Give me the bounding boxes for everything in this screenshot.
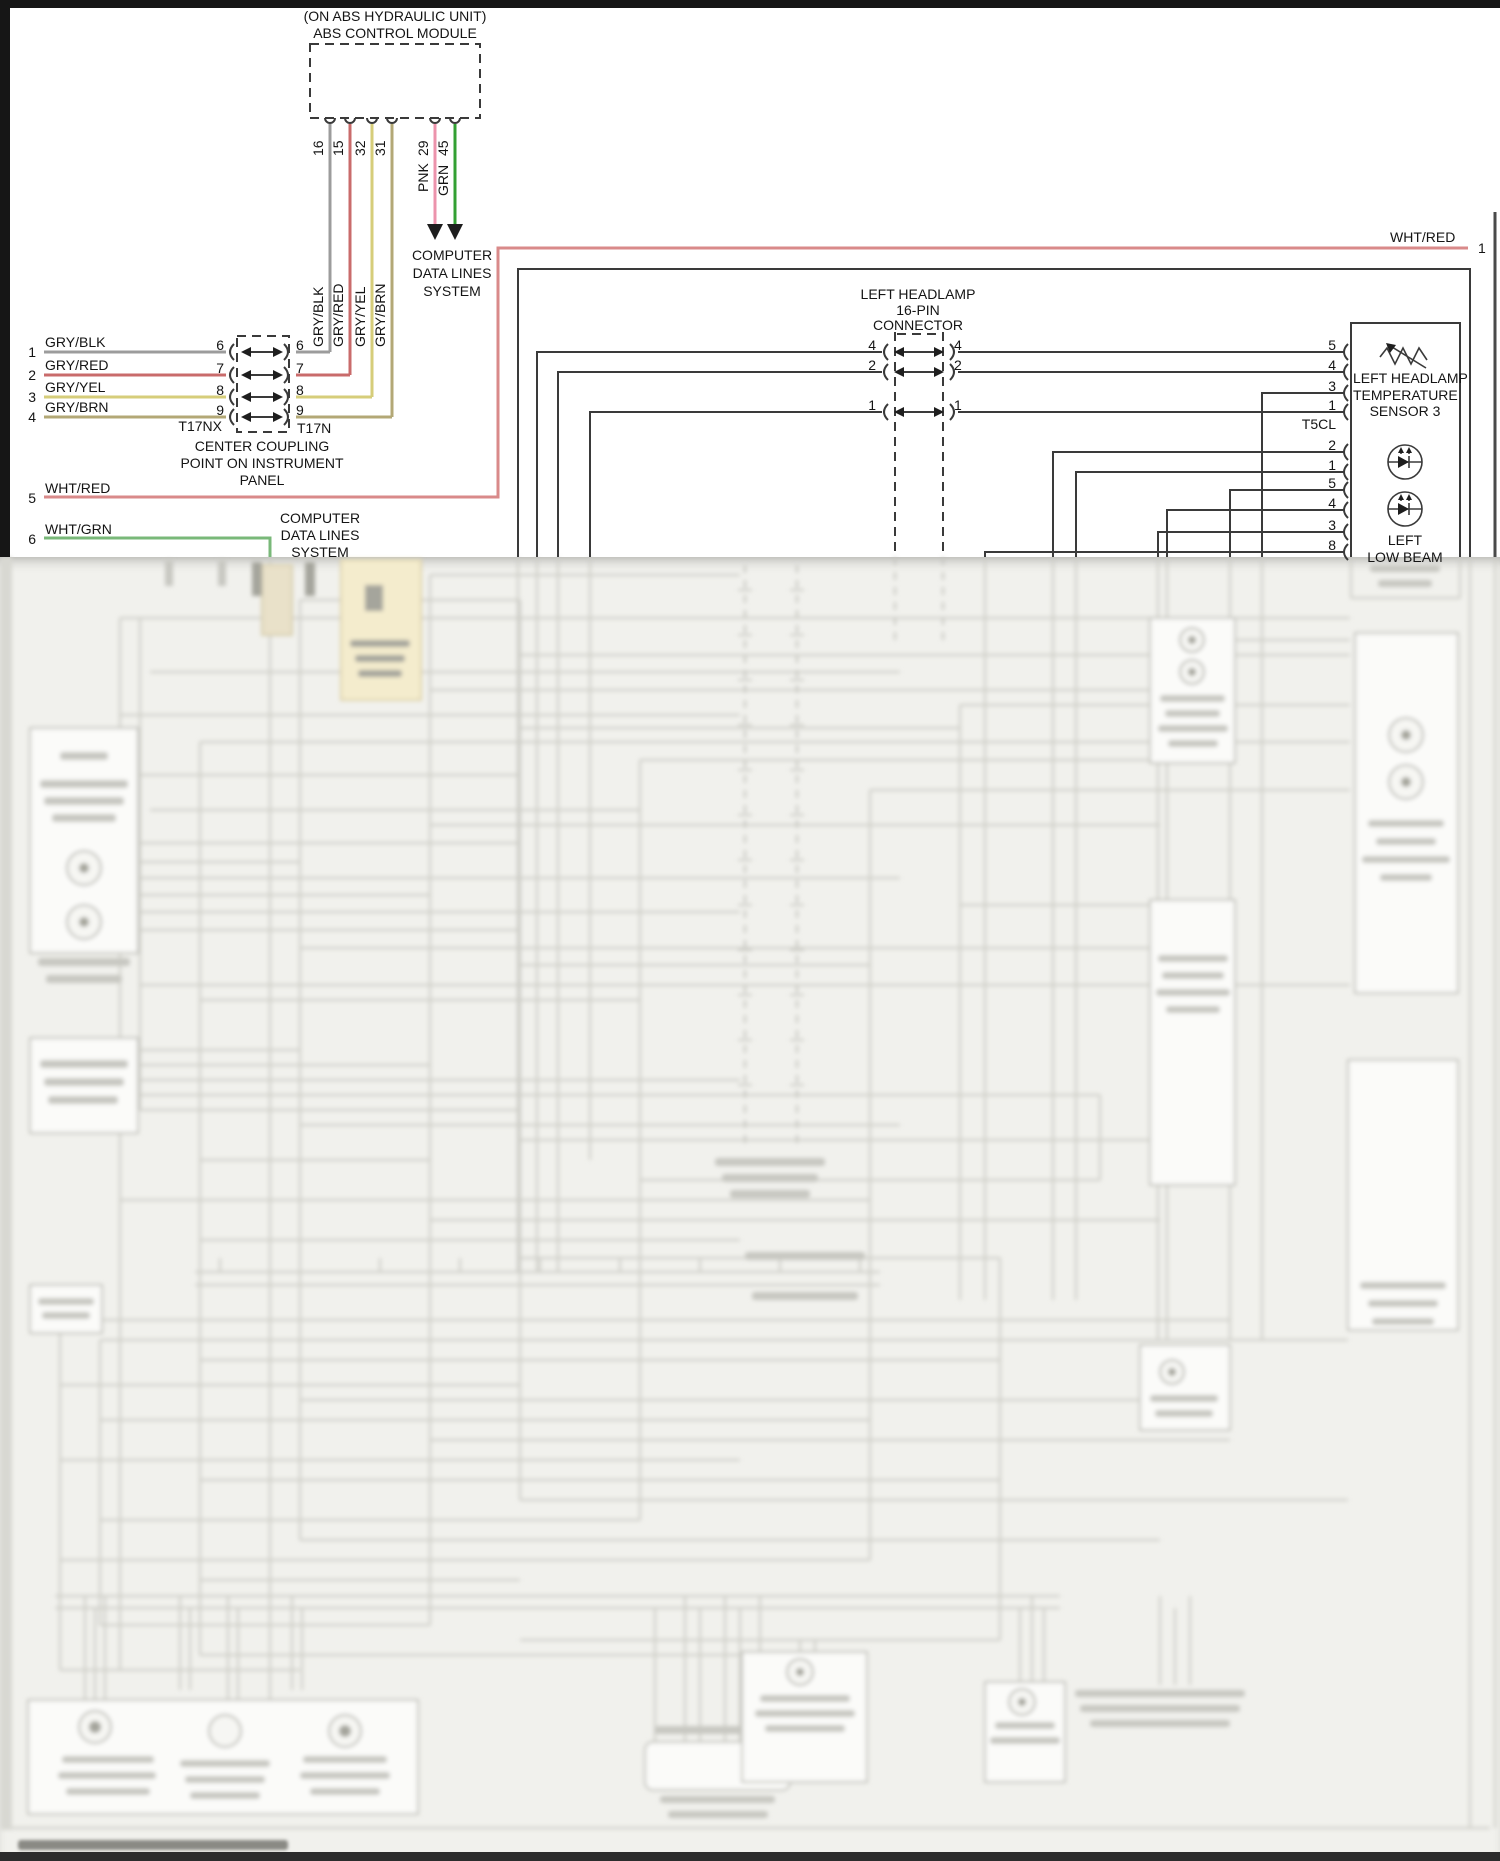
sensor-pin-brackets (1344, 344, 1348, 560)
sensor-pin: 2 (1328, 437, 1336, 453)
sensor-pin: 4 (1328, 357, 1336, 373)
wire-label-wht-red-top: WHT/RED (1390, 229, 1456, 245)
wire-label: GRY/YEL (45, 379, 106, 395)
connector-code-t5cl: T5CL (1301, 416, 1336, 432)
wire-number: 1 (1478, 240, 1486, 256)
sensor-title-line1: LEFT HEADLAMP (1353, 370, 1468, 386)
coupling-caption-line1: CENTER COUPLING (194, 438, 330, 454)
coupling-pin: 6 (216, 337, 224, 353)
16pin-title-line2: 16-PIN (896, 302, 940, 318)
16pin-pin: 1 (954, 397, 962, 413)
temperature-sensor-icon (1380, 343, 1427, 368)
wire-label: PNK (415, 163, 431, 192)
footer-smudge (18, 1840, 288, 1850)
coupling-caption-line2: POINT ON INSTRUMENT (180, 455, 344, 471)
coupling-right-brackets (284, 344, 288, 425)
sensor-upper-wires (958, 352, 1344, 557)
abs-module-title: ABS CONTROL MODULE (313, 25, 477, 41)
coupling-pin: 9 (216, 402, 224, 418)
wire-label: GRY/RED (45, 357, 109, 373)
abs-control-module-box (310, 44, 480, 118)
wire-label: GRY/YEL (352, 286, 368, 347)
headlamp-16pin-connector-box (895, 332, 943, 557)
sensor-pin: 1 (1328, 457, 1336, 473)
connector-code-t17n: T17N (297, 420, 332, 436)
16pin-pin: 4 (954, 337, 962, 353)
coupling-pin: 8 (296, 382, 304, 398)
16pin-pin: 1 (868, 397, 876, 413)
pin-number: 31 (372, 140, 388, 156)
row-number: 5 (28, 490, 36, 506)
page-left-border (0, 0, 10, 557)
abs-location-note: (ON ABS HYDRAULIC UNIT) (303, 8, 487, 24)
sensor-pin: 4 (1328, 495, 1336, 511)
sensor-title-line2: TEMPERATURE (1353, 387, 1458, 403)
cdl-top-line1: COMPUTER (411, 247, 493, 263)
pin-number: 32 (352, 140, 368, 156)
pin-number: 29 (415, 140, 431, 156)
coupling-left-brackets (230, 344, 234, 425)
row-number: 3 (28, 389, 36, 405)
wire-label: GRY/BRN (45, 399, 109, 415)
ghost-diagram (0, 557, 1495, 1830)
sensor-pin: 1 (1328, 397, 1336, 413)
cdl-left-line1: COMPUTER (279, 510, 361, 526)
temp-sensor-box (1351, 323, 1468, 557)
row-number: 4 (28, 409, 36, 425)
wire-label: GRN (435, 164, 451, 196)
lamp-label-line1: LEFT (1387, 532, 1423, 548)
lamp-label-line2: LOW BEAM (1367, 549, 1443, 565)
pin-number: 45 (435, 140, 451, 156)
coupling-caption-line3: PANEL (239, 472, 285, 488)
coupling-pin: 7 (296, 360, 304, 376)
sensor-pin: 5 (1328, 475, 1336, 491)
sensor-lower-wires (985, 452, 1344, 557)
grn-arrow-icon (447, 224, 463, 240)
sensor-title-line3: SENSOR 3 (1369, 403, 1441, 419)
coupling-pin: 9 (296, 402, 304, 418)
16pin-title-line3: CONNECTOR (873, 317, 963, 333)
page-top-border (0, 0, 1500, 8)
16pin-left-brackets (884, 344, 888, 420)
cdl-left-line3: SYSTEM (291, 544, 349, 560)
coupling-pin: 7 (216, 360, 224, 376)
wire-label: GRY/BLK (45, 334, 106, 350)
row-number: 1 (28, 344, 36, 360)
page-bottom-border (0, 1852, 1500, 1861)
cdl-top-line2: DATA LINES (412, 265, 492, 281)
16pin-pin: 2 (868, 357, 876, 373)
16pin-title-line1: LEFT HEADLAMP (860, 286, 976, 302)
wire-label: GRY/RED (330, 283, 346, 347)
sensor-pin: 8 (1328, 537, 1336, 553)
row-number: 6 (28, 531, 36, 547)
coupling-pin: 6 (296, 337, 304, 353)
wire-label: WHT/RED (45, 480, 111, 496)
pin-number: 16 (310, 140, 326, 156)
row-number: 2 (28, 367, 36, 383)
cdl-left-line2: DATA LINES (280, 527, 360, 543)
16pin-pin: 4 (868, 337, 876, 353)
sensor-pin: 3 (1328, 378, 1336, 394)
16pin-pin: 2 (954, 357, 962, 373)
sensor-pin: 5 (1328, 337, 1336, 353)
left-route-wires (537, 352, 882, 557)
wire-label: GRY/BLK (310, 286, 326, 347)
cdl-top-line3: SYSTEM (423, 283, 481, 299)
sensor-pin: 3 (1328, 517, 1336, 533)
coupling-pin: 8 (216, 382, 224, 398)
connector-code-t17nx: T17NX (178, 418, 222, 434)
pnk-arrow-icon (427, 224, 443, 240)
wire-wht-grn (44, 538, 270, 557)
wire-label: GRY/BRN (372, 283, 388, 347)
pin-number: 15 (330, 140, 346, 156)
wire-label: WHT/GRN (45, 521, 112, 537)
